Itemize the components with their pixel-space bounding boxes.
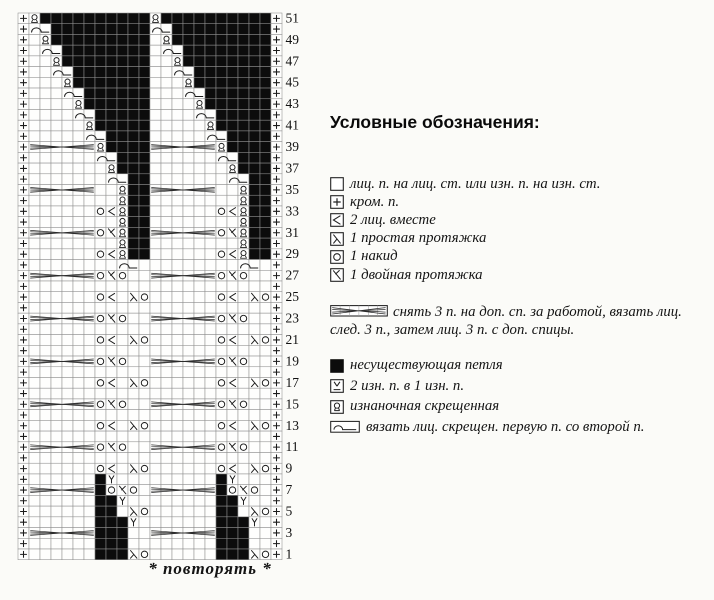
knitting-chart-panel <box>0 0 312 600</box>
legend-list-1 <box>330 175 710 284</box>
svg-text:1: 1 <box>285 546 293 562</box>
legend-item-label: снять 3 п. на доп. сп. за работой, вязать лиц. след. 3 п., затем лиц. 3 п. с доп. спицы. <box>330 304 682 338</box>
svg-text:31: 31 <box>285 224 299 240</box>
svg-text:5: 5 <box>285 503 293 519</box>
legend-item-p2in1 <box>330 376 710 397</box>
svg-text:27: 27 <box>285 267 299 283</box>
legend-item-cable <box>330 304 710 339</box>
svg-text:7: 7 <box>285 482 293 498</box>
legend-item-edge <box>330 193 710 211</box>
legend-item-yo <box>330 248 710 266</box>
purl-twisted-icon <box>330 400 344 414</box>
purl-2-in-1-icon <box>330 379 344 393</box>
no-stitch-icon <box>330 359 344 373</box>
cable-6-icon <box>330 304 388 318</box>
svg-text:29: 29 <box>285 246 299 262</box>
svg-text:3: 3 <box>285 524 293 540</box>
svg-text:11: 11 <box>285 439 299 455</box>
legend-item-ssk <box>330 230 710 248</box>
legend-item-purl-twisted <box>330 397 710 418</box>
svg-text:45: 45 <box>285 74 299 90</box>
legend-item-label: несуществующая петля <box>350 357 503 374</box>
svg-text:37: 37 <box>285 160 299 176</box>
legend-item-knit <box>330 175 710 193</box>
legend-item-label: кром. п. <box>350 193 400 210</box>
svg-text:13: 13 <box>285 417 299 433</box>
svg-text:21: 21 <box>285 332 299 347</box>
knit-first-with-second-icon <box>330 420 360 434</box>
svg-text:47: 47 <box>285 53 299 69</box>
svg-text:15: 15 <box>285 396 299 412</box>
yarn-over-icon <box>330 250 344 264</box>
svg-text:43: 43 <box>285 96 299 112</box>
svg-text:25: 25 <box>285 289 299 305</box>
legend-item-label: изнаночная скрещенная <box>350 398 500 415</box>
legend-panel <box>330 112 710 438</box>
svg-text:41: 41 <box>285 117 299 133</box>
legend-item-label: 2 изн. п. в 1 изн. п. <box>350 377 465 394</box>
legend-item-k2tog <box>330 211 710 229</box>
svg-text:23: 23 <box>285 310 299 326</box>
edge-stitch-icon <box>330 195 344 209</box>
legend-item-label: 1 простая протяжка <box>350 230 487 247</box>
legend-item-label: лиц. п. на лиц. ст. или изн. п. на изн. ст. <box>350 175 601 192</box>
legend-item-double-dec <box>330 266 710 284</box>
legend-item-label: 1 накид <box>350 248 398 265</box>
k2tog-icon <box>330 213 344 227</box>
svg-text:17: 17 <box>285 374 299 390</box>
svg-text:9: 9 <box>285 460 293 476</box>
simple-pass-over-icon <box>330 232 344 246</box>
svg-text:35: 35 <box>285 181 299 197</box>
legend-title: Условные обозначения: <box>330 112 540 132</box>
legend-item-label: вязать лиц. скрещен. первую п. со второй п. <box>366 418 645 435</box>
svg-text:19: 19 <box>285 353 299 369</box>
svg-text:39: 39 <box>285 139 299 155</box>
knit-stitch-icon <box>330 177 344 191</box>
svg-text:49: 49 <box>285 31 299 47</box>
legend-item-no-stitch <box>330 355 710 376</box>
legend-item-k2tog-tbl <box>330 417 710 438</box>
double-pass-over-icon <box>330 268 344 282</box>
legend-item-label: 2 лиц. вместе <box>350 211 436 228</box>
legend-item-label: 1 двойная протяжка <box>350 266 483 283</box>
svg-text:33: 33 <box>285 203 299 219</box>
legend-list-2 <box>330 355 710 437</box>
svg-text:51: 51 <box>285 10 299 26</box>
repeat-label: * повторять * <box>148 559 272 578</box>
knitting-chart-grid <box>0 0 312 590</box>
